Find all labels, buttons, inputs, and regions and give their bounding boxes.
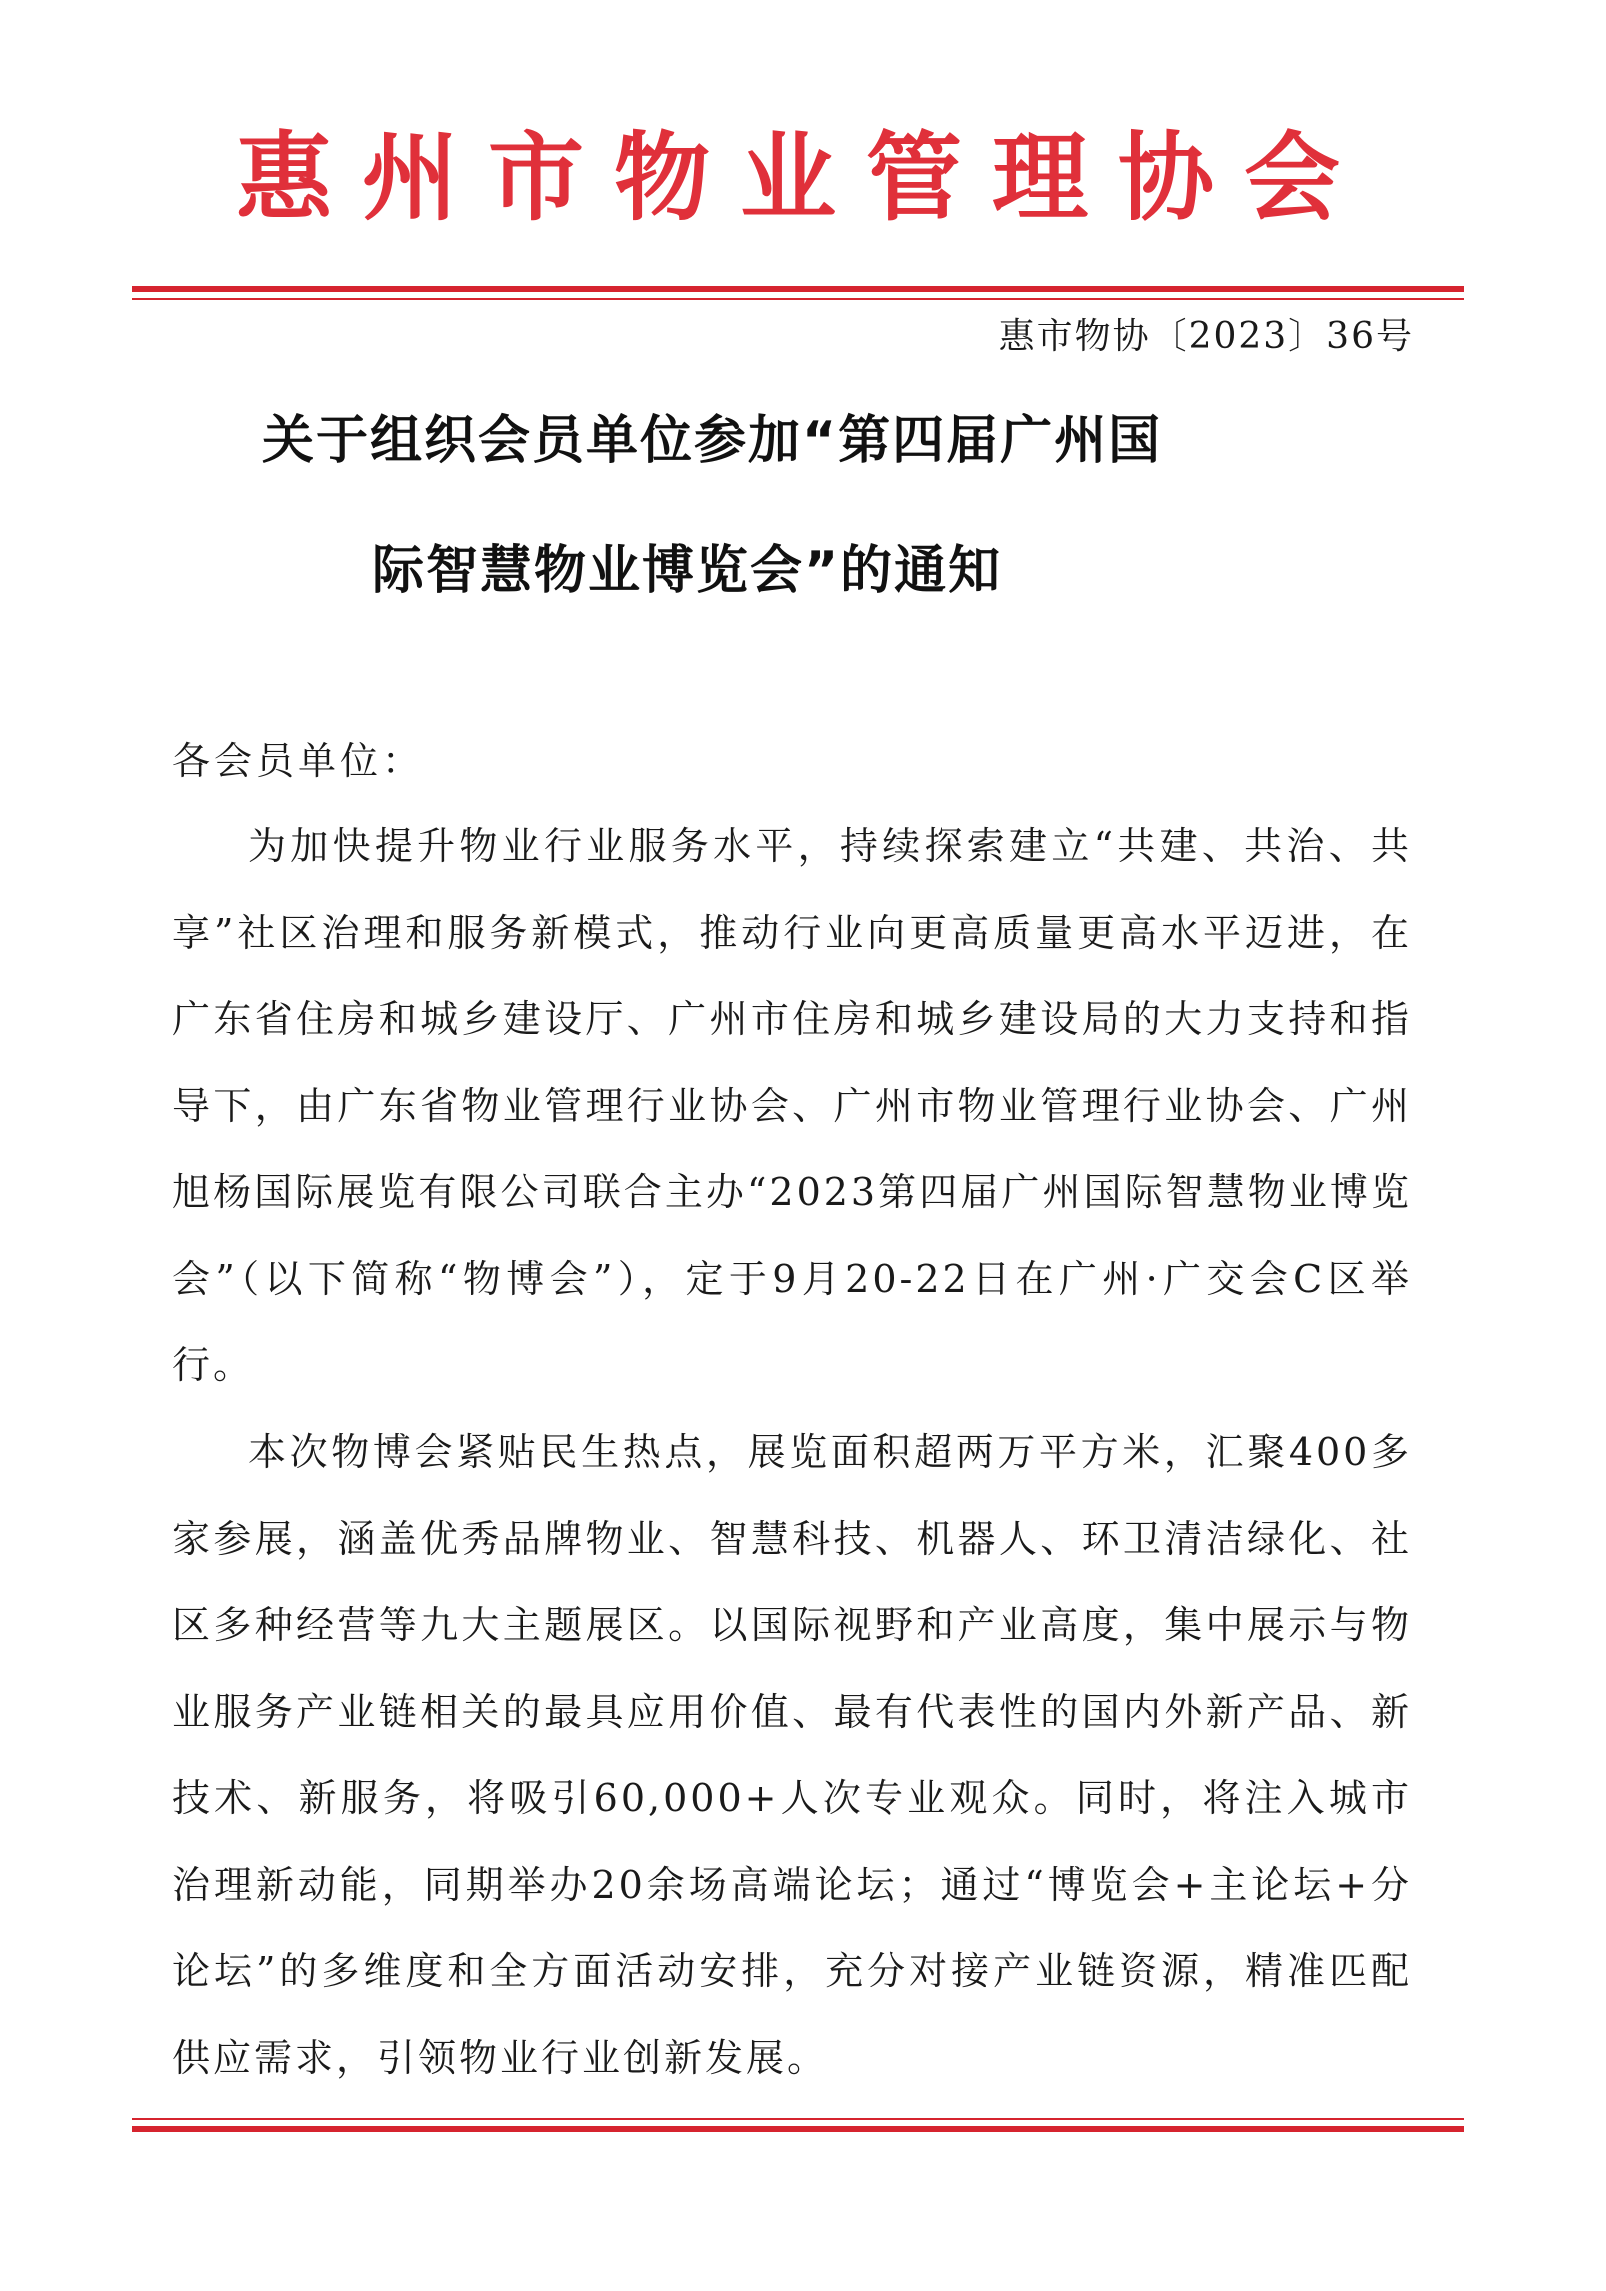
header-rule-thick	[132, 286, 1464, 292]
document-title-line-1: 关于组织会员单位参加“第四届广州国	[262, 411, 1163, 471]
footer-rule-thick	[132, 2126, 1464, 2132]
footer-rule-thin	[132, 2118, 1464, 2120]
document-number: 惠市物协〔2023〕36号	[998, 316, 1414, 357]
body-paragraph-2: 本次物博会紧贴民生热点，展览面积超两万平方米，汇聚400多家参展，涵盖优秀品牌物业、智慧科技、机器人、环卫清洁绿化、社区多种经营等九大主题展区。以国际视野和产业高度，集中展示与物业服务产业链相关的最具应用价值、最有代表性的国内外新产品、新技术、新服务，将吸引60,000+人次专业观众。同时，将注入城市治理新动能，同期举办20余场高端论坛；通过“博览会+主论坛+分论坛”的多维度和全方面活动安排，充分对接产业链资源，精准匹配供应需求，引领物业行业创新发展。	[172, 1430, 1412, 2080]
salutation: 各会员单位：	[172, 739, 425, 783]
header-rule-thin	[132, 298, 1464, 300]
document-title-line-2: 际智慧物业博览会”的通知	[372, 541, 1003, 601]
letterhead-org-name: 惠州市物业管理协会	[236, 121, 1370, 234]
body-paragraph-1: 为加快提升物业行业服务水平，持续探索建立“共建、共治、共享”社区治理和服务新模式，推动行业向更高质量更高水平迈进，在广东省住房和城乡建设厅、广州市住房和城乡建设局的大力支持和指导下，由广东省物业管理行业协会、广州市物业管理行业协会、广州旭杨国际展览有限公司联合主办“2023第四届广州国际智慧物业博览会”（以下简称“物博会”），定于9月20-22日在广州·广交会C区举行。	[172, 824, 1412, 1387]
